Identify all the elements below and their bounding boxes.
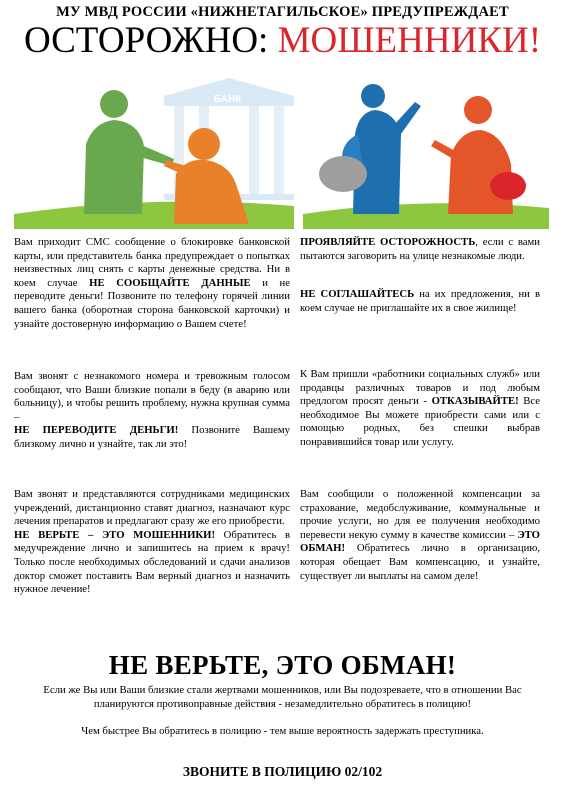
col2-paragraph-4: Вам сообщили о положенной компенсации за страхование, медобслуживание, коммунальные и прочие услуги, но для ее получения необходимо перевести некую сумму в качестве комиссии – ЭТО ОБМАН! Обратитесь лично в организацию, которая обещает Вам компенсацию, и узнайте, существует ли выплаты на самом деле! xyxy=(300,488,540,582)
call-police-line: ЗВОНИТЕ В ПОЛИЦИЮ 02/102 xyxy=(182,764,383,779)
title-red: МОШЕННИКИ! xyxy=(277,20,542,61)
col1-paragraph-2: Вам звонят с незнакомого номера и тревожным голосом сообщают, что Ваши близкие попали в беду (в аварию или больницу), и чтобы решить проблему, нужна крупная сумма – НЕ ПЕРЕВОДИТЕ ДЕНЬГИ! Позвоните Вашему близкому лично и узнайте, так ли это! xyxy=(14,370,290,450)
col2-paragraph-2: НЕ СОГЛАШАЙТЕСЬ на их предложения, ни в коем случае не приглашайте их в свое жилище! xyxy=(300,288,540,314)
emphasis-dont-agree: НЕ СОГЛАШАЙТЕСЬ xyxy=(300,288,415,300)
issuer-line: МУ МВД РОССИИ «НИЖНЕТАГИЛЬСКОЕ» ПРЕДУПРЕЖДАЕТ xyxy=(56,4,509,20)
main-warning-heading: НЕ ВЕРЬТЕ, ЭТО ОБМАН! xyxy=(108,650,457,680)
footer-text-2: Чем быстрее Вы обратитесь в полицию - тем выше вероятность задержать преступника. xyxy=(81,725,484,737)
emphasis-dont-share: НЕ СООБЩАЙТЕ ДАННЫЕ xyxy=(89,276,251,289)
emphasis-dont-transfer: НЕ ПЕРЕВОДИТЕ ДЕНЬГИ! xyxy=(14,424,179,437)
bank-scene-illustration xyxy=(14,74,294,229)
col2-paragraph-3: К Вам пришли «работники социальных служб» или продавцы различных товаров и под любым предлогом просят деньги - ОТКАЗЫВАЙТЕ! Все необходимое Вы можете приобрести сами или с помощью родных, без спешки выбрав понравившийся товар или услугу. xyxy=(300,368,540,448)
title-black: ОСТОРОЖНО: xyxy=(23,20,278,61)
bank-sign: БАНК xyxy=(214,94,242,105)
street-scene-illustration xyxy=(303,74,549,229)
col2-paragraph-1: ПРОЯВЛЯЙТЕ ОСТОРОЖНОСТЬ, если с вами пытаются заговорить на улице незнакомые люди. xyxy=(300,236,540,262)
footer-text-1: Если же Вы или Ваши близкие стали жертвами мошенников, или Вы подозреваете, что в отношении Вас планируются противоправные действия - незамедлительно обратитесь в полицию! xyxy=(43,684,522,710)
emphasis-this-is-fraud: ЭТО ОБМАН! xyxy=(300,528,540,555)
col1-paragraph-3: Вам звонят и представляются сотрудниками медицинских учреждений, дистанционно ставят диагноз, назначают курс лечения препаратов и предлагают сразу же его приобрести. НЕ ВЕРЬТЕ – ЭТО МОШЕННИКИ! Обратитесь в медучреждение лично и запишитесь на прием к врачу! Только после необходимых обследований и сдачи анализов доктор сможет поставить Вам верный диагноз и назначить нужное лечение! xyxy=(14,488,291,596)
emphasis-be-careful: ПРОЯВЛЯЙТЕ ОСТОРОЖНОСТЬ xyxy=(300,236,476,248)
emphasis-dont-believe: НЕ ВЕРЬТЕ – ЭТО МОШЕННИКИ! xyxy=(14,528,216,541)
bag-shape xyxy=(319,156,367,192)
col1-paragraph-1: Вам приходит СМС сообщение о блокировке банковской карты, или представитель банка предупреждает о попытках неизвестных лиц снять с карты денежные средства. Ни в коем случае НЕ СООБЩАЙТЕ ДАННЫЕ и не переводите деньги! Позвоните по телефону горячей линии вашего банка (оборотная сторона банковской карточки) и узнайте достоверную информацию о Вашем счете! xyxy=(14,236,291,330)
emphasis-refuse: ОТКАЗЫВАЙТЕ! xyxy=(431,395,519,408)
page-title xyxy=(0,18,565,64)
